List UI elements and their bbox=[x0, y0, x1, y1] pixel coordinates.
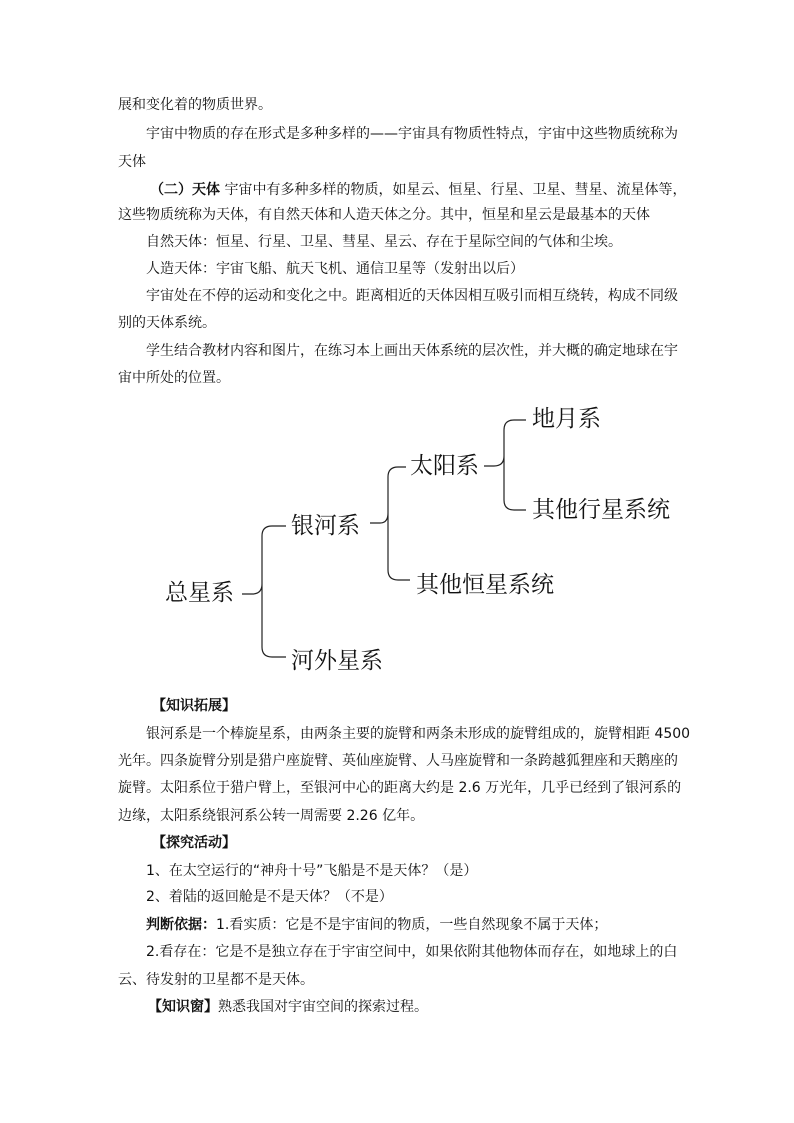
knowledge-extension-heading: 【知识拓展】 bbox=[152, 698, 236, 714]
solar-system-connector bbox=[484, 420, 526, 510]
knowledge-window-text: 熟悉我国对宇宙空间的探索过程。 bbox=[218, 999, 428, 1015]
node-solar-system: 太阳系 bbox=[410, 453, 479, 479]
judgment-line-1 bbox=[146, 915, 607, 935]
universe-line-2: 天体 bbox=[118, 154, 146, 170]
judgment-line-3: 云、待发射的卫星都不是天体。 bbox=[118, 972, 314, 988]
node-milky-way: 银河系 bbox=[291, 513, 360, 539]
motion-line-1: 宇宙处在不停的运动和变化之中。距离相近的天体因相互吸引而相互绕转，构成不同级 bbox=[146, 288, 678, 304]
universe-line-1: 宇宙中物质的存在形式是多种多样的——宇宙具有物质性特点，宇宙中这些物质统称为 bbox=[146, 126, 678, 142]
extension-line-2: 光年。四条旋臂分别是猎户座旋臂、英仙座旋臂、人马座旋臂和一条跨越狐狸座和天鹅座的 bbox=[118, 753, 678, 769]
node-total-galaxy: 总星系 bbox=[165, 580, 234, 606]
judgment-criterion-1: 1.看实质：它是不是宇宙间的物质，一些自然现象不属于天体； bbox=[216, 917, 608, 933]
node-extragalactic: 河外星系 bbox=[291, 648, 383, 674]
node-earth-moon: 地月系 bbox=[532, 406, 601, 432]
knowledge-window-heading: 【知识窗】 bbox=[148, 999, 218, 1015]
student-line-1: 学生结合教材内容和图片，在练习本上画出天体系统的层次性，并大概的确定地球在宇 bbox=[146, 343, 678, 359]
artificial-bodies: 人造天体：宇宙飞船、航天飞机、通信卫星等（发射出以后） bbox=[146, 261, 524, 277]
natural-bodies: 自然天体：恒星、行星、卫星、彗星、星云、存在于星际空间的气体和尘埃。 bbox=[146, 234, 622, 250]
extension-line-1: 银河系是一个棒旋星系，由两条主要的旋臂和两条未形成的旋臂组成的，旋臂相距 4500 bbox=[146, 726, 691, 742]
root-connector bbox=[242, 526, 286, 657]
celestial-body-text-1: 宇宙中有多种多样的物质，如星云、恒星、行星、卫星、彗星、流星体等， bbox=[220, 182, 687, 198]
student-line-2: 宙中所处的位置。 bbox=[118, 370, 230, 386]
knowledge-window-line bbox=[148, 997, 428, 1017]
milky-way-connector bbox=[370, 467, 410, 580]
extension-line-3: 旋臂。太阳系位于猎户臂上，至银河中心的距离大约是 2.6 万光年，几乎已经到了银河系的 bbox=[118, 780, 682, 796]
intro-end: 展和变化着的物质世界。 bbox=[118, 97, 272, 113]
motion-line-2: 别的天体系统。 bbox=[118, 315, 216, 331]
node-other-star-systems: 其他恒星系统 bbox=[416, 572, 554, 598]
inquiry-activity-heading: 【探究活动】 bbox=[152, 835, 236, 851]
celestial-body-heading: （二）天体 bbox=[150, 182, 220, 198]
extension-line-4: 边缘，太阳系绕银河系公转一周需要 2.26 亿年。 bbox=[118, 808, 425, 824]
celestial-body-line-2: 这些物质统称为天体，有自然天体和人造天体之分。其中，恒星和星云是最基本的天体 bbox=[118, 207, 650, 223]
question-1: 1、在太空运行的“神舟十号”飞船是不是天体？（是） bbox=[146, 863, 478, 879]
judgment-heading: 判断依据： bbox=[146, 917, 216, 933]
node-other-planet-systems: 其他行星系统 bbox=[532, 497, 670, 523]
judgment-line-2: 2.看存在：它是不是独立存在于宇宙空间中，如果依附其他物体而存在，如地球上的白 bbox=[146, 944, 678, 960]
question-2: 2、着陆的返回舱是不是天体？（不是） bbox=[146, 889, 393, 905]
